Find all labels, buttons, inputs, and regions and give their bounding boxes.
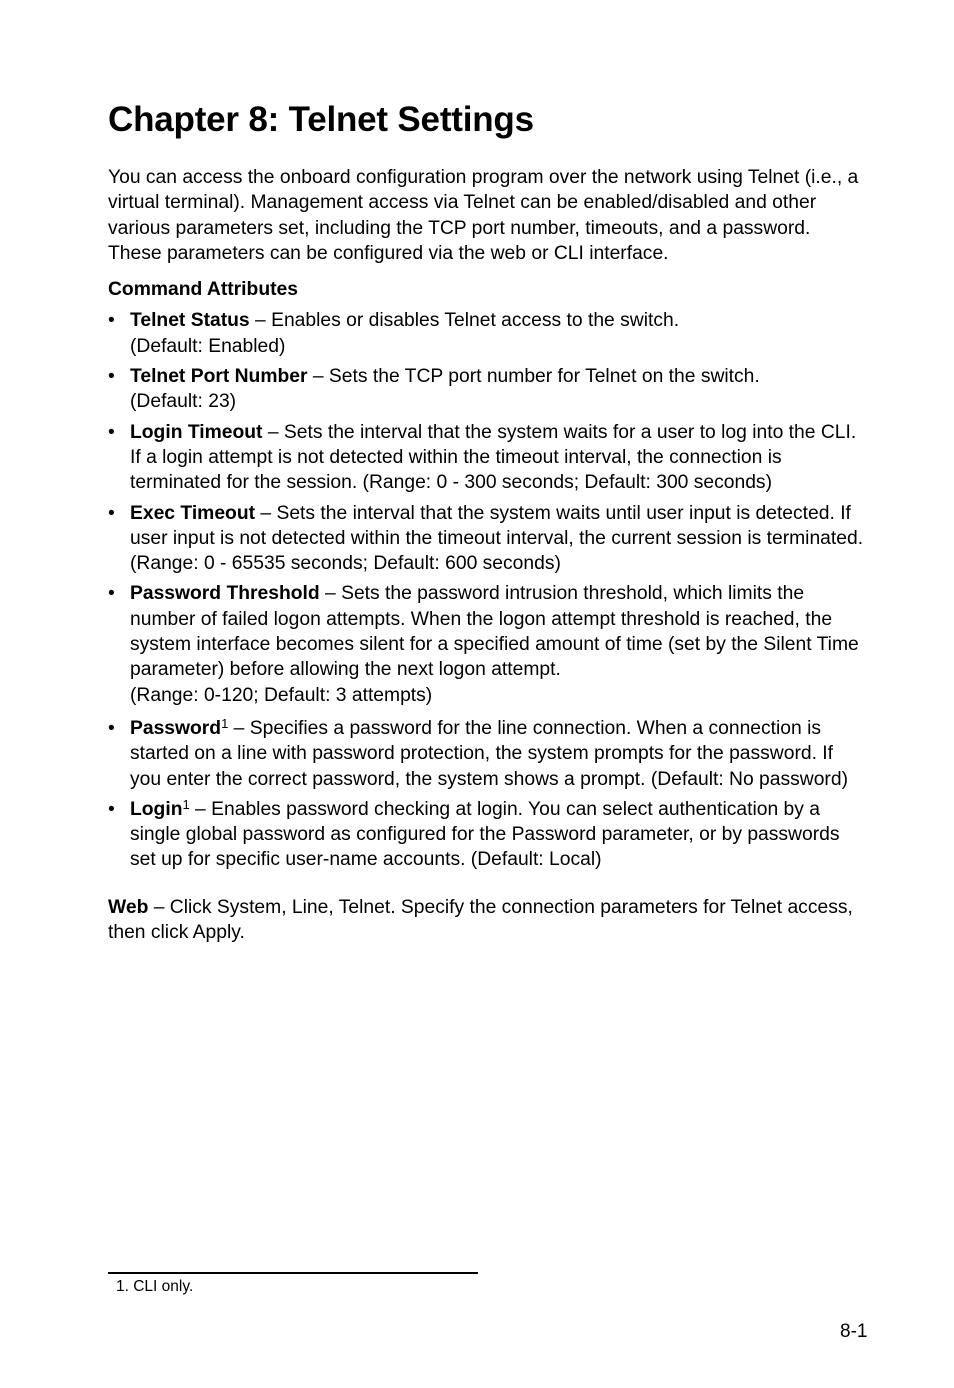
list-item-login <box>108 797 868 873</box>
page-number: 8-1 <box>840 1321 868 1342</box>
web-instructions-text: – Click System, Line, Telnet. Specify the connection parameters for Telnet access, then click Apply. <box>108 896 853 944</box>
attribute-term: Login <box>130 798 183 820</box>
bullet-glyph: • <box>108 421 115 443</box>
attribute-default-note: (Default: Enabled) <box>130 335 286 357</box>
footnote-text: 1. CLI only. <box>116 1278 194 1295</box>
attribute-description: – Sets the TCP port number for Telnet on the switch. <box>307 366 760 388</box>
bullet-glyph: • <box>108 310 115 332</box>
footnote-reference: 1 <box>221 715 229 731</box>
web-instructions-paragraph <box>108 895 868 946</box>
attribute-term: Login Timeout <box>130 421 263 443</box>
bullet-glyph: • <box>108 366 115 388</box>
intro-paragraph: You can access the onboard configuration program over the network using Telnet (i.e., a virtual terminal). Management access via Telnet can be enabled/disabled and other various parameters set, including the TCP port number, timeouts, and a password. These parameters can be configured via the web or CLI interface. <box>108 167 859 264</box>
list-item-login-timeout <box>108 420 868 496</box>
list-item-exec-timeout <box>108 501 868 577</box>
attribute-term: Password <box>130 717 222 739</box>
attribute-description: – Sets the interval that the system waits for a user to log into the CLI. If a login attempt is not detected within the timeout interval, the connection is terminated for the session. (Range: 0 - 300 seconds; Default: 300 seconds) <box>130 421 857 494</box>
attribute-description: – Sets the interval that the system waits until user input is detected. If user input is not detected within the timeout interval, the current session is terminated. (Range: 0 - 65535 seconds; Default: 600 seconds) <box>130 502 864 575</box>
footnote-reference: 1 <box>182 796 190 812</box>
chapter-title: Chapter 8: Telnet Settings <box>108 100 534 139</box>
attribute-term: Exec Timeout <box>130 502 256 524</box>
attribute-term: Telnet Port Number <box>130 366 308 388</box>
bullet-glyph: • <box>108 717 115 739</box>
attribute-default-note: (Default: 23) <box>130 391 237 413</box>
footnote-divider <box>108 1272 478 1274</box>
list-item-password <box>108 716 868 792</box>
command-attributes-list <box>108 308 868 872</box>
web-term: Web <box>108 896 149 918</box>
attribute-description: – Enables or disables Telnet access to the switch. <box>249 310 680 332</box>
page-body <box>108 165 868 945</box>
attribute-term: Password Threshold <box>130 583 320 605</box>
attribute-description: – Specifies a password for the line connection. When a connection is started on a line with password protection, the system prompts for the password. If you enter the correct password, the system shows a prompt. (Default: No password) <box>130 717 848 790</box>
bullet-glyph: • <box>108 798 115 820</box>
attribute-description: – Sets the password intrusion threshold, which limits the number of failed logon attempts. When the logon attempt threshold is reached, the system interface becomes silent for a specified amount of time (set by the Silent Time parameter) before allowing the next logon attempt. <box>130 583 859 681</box>
list-item-telnet-status <box>108 308 868 359</box>
attribute-term: Telnet Status <box>130 310 250 332</box>
bullet-glyph: • <box>108 583 115 605</box>
bullet-glyph: • <box>108 502 115 524</box>
command-attributes-heading: Command Attributes <box>108 279 298 301</box>
list-item-password-threshold <box>108 581 868 707</box>
attribute-default-note: (Range: 0-120; Default: 3 attempts) <box>130 684 433 706</box>
list-item-telnet-port-number <box>108 364 868 415</box>
attribute-description: – Enables password checking at login. You can select authentication by a single global password as configured for the Password parameter, or by passwords set up for specific user-name accounts. (Default: Local) <box>130 798 840 871</box>
